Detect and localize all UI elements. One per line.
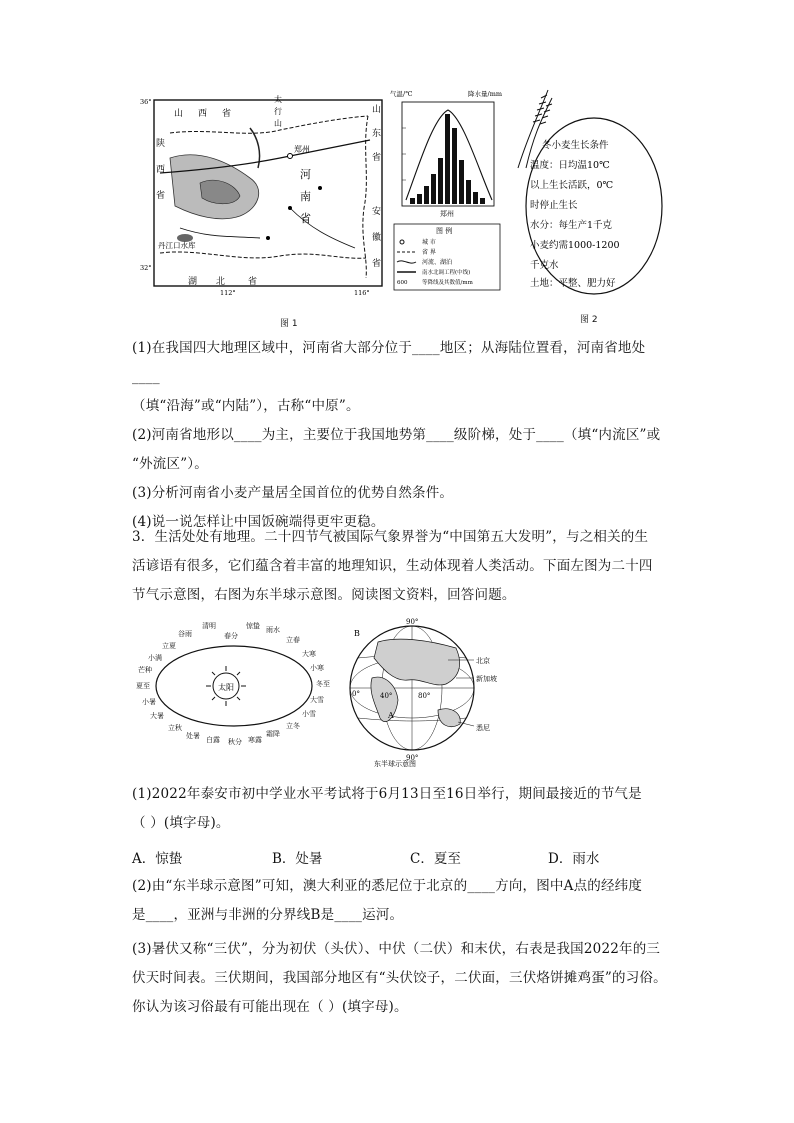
sun-label: 太阳 [218,683,234,692]
wheat-card [508,86,666,298]
q3-item3-line2: 伏天时间表。三伏期间，我国部分地区有“头伏饺子，二伏面，三伏烙饼摊鸡蛋”的习俗。 [132,970,667,986]
term-label: 立冬 [286,722,300,730]
term-label: 春分 [224,632,238,640]
term-label: 秋分 [228,738,242,746]
map-label: 省 [248,277,258,287]
term-label: 冬至 [316,680,330,688]
wheat-card-line: 冬小麦生长条件 [542,140,609,151]
choice-c[interactable]: C．夏至 [410,851,461,867]
henan-map-figure [140,88,390,329]
q2-item1-line2: （填“沿海”或“内陆”），古称“中原”。 [132,398,360,414]
term-label: 霜降 [266,730,280,738]
figure2-caption: 图 2 [580,315,598,325]
term-label: 白露 [206,736,220,744]
legend-item: 南水北调工程(中线) [422,270,471,276]
wheat-card-figure [508,86,666,325]
q3-intro-line3: 节气示意图，右图为东半球示意图。阅读图文资料，回答问题。 [132,587,516,603]
solar-terms-diagram [136,618,332,750]
map-label: 西 [156,165,166,175]
term-label: 立夏 [162,642,176,650]
map-label: 山 [372,105,382,115]
sydney-label: 悉尼 [476,724,490,732]
map-label: 山 [174,109,184,119]
map-label: 北 [216,277,226,287]
lon-label: 112° [220,289,236,297]
term-label: 芒种 [138,666,152,674]
choice-b[interactable]: B．处暑 [272,851,323,867]
beijing-label: 北京 [476,657,490,665]
map-label: 省 [222,109,232,119]
lon40-label: 40° [380,692,393,700]
point-a-label: A [388,711,394,720]
map-label: 徽 [372,233,382,243]
map-label: 丹江口水库 [158,241,196,250]
term-label: 小寒 [310,664,324,672]
choice-d[interactable]: D．雨水 [548,851,600,867]
map-label: 省 [372,153,382,163]
map-label: 安 [372,207,382,217]
figure1-caption: 图 1 [280,319,298,329]
legend-item: 城 市 [422,239,436,246]
wheat-card-line: 温度：日均温10℃ [530,160,610,171]
map-label: 太 [274,95,282,104]
q3-item2-line2: 是____，亚洲与非洲的分界线B是____运河。 [132,907,404,923]
lon80-label: 80° [418,692,431,700]
point-b-label: B [354,629,360,638]
q3-item1-line2: （ ）(填字母)。 [132,815,230,831]
lat0-label: 0° [352,690,360,698]
term-label: 立秋 [168,724,182,732]
q3-intro-line2: 活谚语有很多，它们蕴含着丰富的地理知识，生动体现着人类活动。下面左图为二十四 [132,558,653,574]
legend-value: 600 [397,280,408,286]
map-label: 东 [372,129,382,139]
term-label: 大暑 [150,712,164,720]
q3-item2 [132,872,672,930]
choice-a[interactable]: A．惊蛰 [132,851,183,867]
eastern-hemisphere-map [338,618,518,768]
term-label: 谷雨 [178,630,192,638]
q3-item1 [132,780,672,838]
term-label: 寒露 [248,736,262,744]
term-label: 惊蛰 [246,622,260,630]
legend-item: 等降线及其数值/mm [422,280,473,286]
q2-item2-line2: “外流区”）。 [132,456,208,472]
precip-axis-label: 降水量/mm [468,90,503,98]
legend-item: 省 界 [422,249,436,256]
lat-label: 32° [140,264,152,272]
map-label: 省 [372,259,382,269]
wheat-card-line: 以上生长活跃，0℃ [530,180,614,191]
map-label: 陕 [156,139,166,149]
wheat-card-line: 土地：平整、肥力好 [530,278,616,289]
q3-item1-line1: (1)2022年泰安市初中学业水平考试将于6月13日至16日举行，期间最接近的节气是 [132,786,642,802]
q2-item2-line1: (2)河南省地形以____为主，主要位于我国地势第____级阶梯，处于____（填“内流区”或 [132,427,661,443]
solar-terms-figure [136,618,332,750]
legend-title: 图 例 [436,227,453,235]
temp-axis-label: 气温/℃ [390,90,413,98]
wheat-card-line: 水分：每生产1千克 [530,220,613,231]
term-label: 小满 [148,654,162,662]
term-label: 清明 [202,622,216,630]
q2-item1-line1: (1)在我国四大地理区域中，河南省大部分位于____地区；从海陆位置看，河南省地处____ [132,340,646,385]
climate-figure [388,88,508,298]
map-label: 河 [300,168,311,181]
wheat-card-line: 时停止生长 [530,200,578,211]
map-label: 行 [274,107,282,116]
q3-choices [132,847,692,871]
wheat-card-line: 千克水 [530,260,559,271]
climate-chart [388,88,508,298]
q3-intro-line1: 3．生活处处有地理。二十四节气被国际气象界誉为“中国第五大发明”，与之相关的生 [132,529,649,545]
singapore-label: 新加坡 [476,675,497,683]
map-label: 山 [274,119,282,128]
q2-item4: (4)说一说怎样让中国饭碗端得更牢更稳。 [132,514,385,530]
globe-caption: 东半球示意图 [374,760,416,768]
city-label: 郑州 [440,210,454,218]
q2-items [132,334,672,537]
henan-map [140,88,390,298]
term-label: 大雪 [310,696,324,704]
south-pole-label: 90° [406,754,419,762]
wheat-card-line: 小麦约需1000-1200 [530,240,620,251]
q3-intro [132,523,672,610]
term-label: 雨水 [266,626,280,634]
map-label: 郑州 [294,145,310,154]
north-pole-label: 90° [406,618,419,626]
legend-item: 河流、湖泊 [422,259,453,266]
q3-item2-line1: (2)由“东半球示意图”可知，澳大利亚的悉尼位于北京的____方向，图中A点的经纬度 [132,878,643,894]
q3-item3-line1: (3)暑伏又称“三伏”，分为初伏（头伏）、中伏（二伏）和末伏，右表是我国2022年的三 [132,941,661,957]
lat-label: 36° [140,98,152,106]
map-label: 南 [300,190,311,203]
map-label: 省 [300,212,311,225]
map-label: 西 [198,109,208,119]
q2-item3: (3)分析河南省小麦产量居全国首位的优势自然条件。 [132,485,454,501]
eastern-hemisphere-figure [338,618,518,768]
term-label: 处暑 [186,732,200,740]
term-label: 大寒 [302,650,316,658]
map-label: 湖 [188,277,198,287]
term-label: 立春 [286,636,300,644]
term-label: 小雪 [302,710,316,718]
q3-item3-line3: 你认为该习俗最有可能出现在（ ）(填字母)。 [132,999,408,1015]
lon-label: 116° [354,289,370,297]
q3-item3 [132,935,672,1022]
term-label: 小暑 [142,698,156,706]
map-label: 省 [156,191,166,201]
term-label: 夏至 [136,682,150,690]
